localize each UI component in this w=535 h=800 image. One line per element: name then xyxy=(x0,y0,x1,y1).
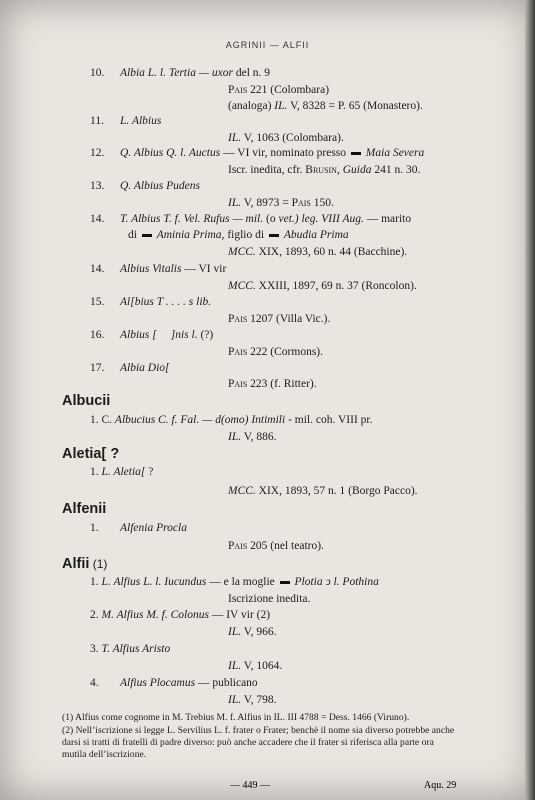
entry-reference: Iscr. inedita, cfr. Brusin, Guida 241 n. 30. xyxy=(228,164,421,176)
gens-heading: Aletia[ ? xyxy=(62,446,120,462)
footnote-1: (1) Alfius come cognome in M. Trebius M. f. Alfius in IL. III 4788 = Dess. 1466 (Viruno). xyxy=(62,712,410,723)
page-binding-shadow xyxy=(525,0,535,800)
entry-number: 16. xyxy=(90,329,105,341)
entry-number: 14. xyxy=(90,213,105,225)
entry-number: 4. xyxy=(90,677,99,689)
entry-reference: IL. V, 966. xyxy=(228,626,277,638)
entry-reference: Pais 205 (nel teatro). xyxy=(228,540,324,552)
entry-reference: IL. V, 798. xyxy=(228,694,277,706)
footnote-2: (2) Nell’iscrizione si legge L. Servilius L. f. frater o Frater; benchè il nome sia diverso potrebbe anche darsi si tratti di fratelli di padre diverso: può anche accadere che il frater si riferisca alla parte ora mutila dell’iscrizione. xyxy=(62,725,455,760)
entry-number: 13. xyxy=(90,180,105,192)
entry-reference: MCC. XIX, 1893, 57 n. 1 (Borgo Pacco). xyxy=(228,485,418,497)
entry-line: di Aminia Prima, figlio di Abudia Prima xyxy=(128,229,349,241)
entry-reference: Pais 222 (Cormons). xyxy=(228,346,324,358)
entry-line: Alfius Plocamus — publicano xyxy=(120,677,258,689)
gentile-mark xyxy=(351,152,361,155)
entry-reference: (analoga) IL. V, 8328 = P. 65 (Monastero). xyxy=(228,100,423,112)
entry-number: 1. xyxy=(90,522,99,534)
entry-line: 1. L. Alfius L. l. Iucundus — e la moglie Plotia ↄ l. Pothina xyxy=(90,576,379,588)
entry-reference: Pais 1207 (Villa Vic.). xyxy=(228,313,331,325)
entry-line: Albius [ ]nis l. (?) xyxy=(120,329,214,341)
entry-reference: MCC. XIX, 1893, 60 n. 44 (Bacchine). xyxy=(228,246,408,258)
entry-number: 17. xyxy=(90,362,105,374)
entry-line: Q. Albius Pudens xyxy=(120,180,200,192)
entry-line: 1. L. Aletia[ ? xyxy=(90,466,154,478)
gentile-mark xyxy=(280,581,290,584)
entry-line: Albia Dio[ xyxy=(120,362,170,374)
entry-reference: MCC. XXIII, 1897, 69 n. 37 (Roncolon). xyxy=(228,280,417,292)
entry-line: Albia L. l. Tertia — uxor del n. 9 xyxy=(120,67,271,79)
page-number: — 449 — xyxy=(230,780,270,791)
entry-line: 1. C. Albucius C. f. Fal. — d(omo) Intimili - mil. coh. VIII pr. xyxy=(90,414,373,426)
footnote-block xyxy=(62,712,457,762)
entry-line: Al[bius T . . . . s lib. xyxy=(120,296,212,308)
entry-reference: Pais 223 (f. Ritter). xyxy=(228,378,317,390)
gens-heading: Albucii xyxy=(62,393,111,409)
entry-reference: Iscrizione inedita. xyxy=(228,593,311,605)
gens-heading: Alfenii xyxy=(62,501,107,517)
running-header: AGRINII — ALFII xyxy=(225,40,310,50)
entry-number: 11. xyxy=(90,115,104,127)
entry-reference: IL. V, 1063 (Colombara). xyxy=(228,132,344,144)
entry-line: 2. M. Alfius M. f. Colonus — IV vir (2) xyxy=(90,609,271,621)
entry-number: 14. xyxy=(90,263,105,275)
entry-line: L. Albius xyxy=(120,115,162,127)
entry-reference: IL. V, 886. xyxy=(228,431,277,443)
signature-mark: Aqu. 29 xyxy=(424,780,457,791)
entry-line: 3. T. Alfius Aristo xyxy=(90,643,171,655)
entry-line: Q. Albius Q. l. Auctus — VI vir, nominato presso Maia Severa xyxy=(120,147,425,159)
entry-number: 15. xyxy=(90,296,105,308)
entry-line: Albius Vitalis — VI vir xyxy=(120,263,227,275)
entry-line: Alfenia Procla xyxy=(120,522,187,534)
entry-reference: Pais 221 (Colombara) xyxy=(228,84,330,96)
entry-reference: IL. V, 1064. xyxy=(228,660,283,672)
gentile-mark xyxy=(142,234,152,237)
entry-line: T. Albius T. f. Vel. Rufus — mil. (o vet.) leg. VIII Aug. — marito xyxy=(120,213,412,225)
gentile-mark xyxy=(269,234,279,237)
gens-heading: Alfii (1) xyxy=(62,556,108,572)
entry-number: 10. xyxy=(90,67,105,79)
entry-number: 12. xyxy=(90,147,105,159)
entry-reference: IL. V, 8973 = Pais 150. xyxy=(228,197,334,209)
